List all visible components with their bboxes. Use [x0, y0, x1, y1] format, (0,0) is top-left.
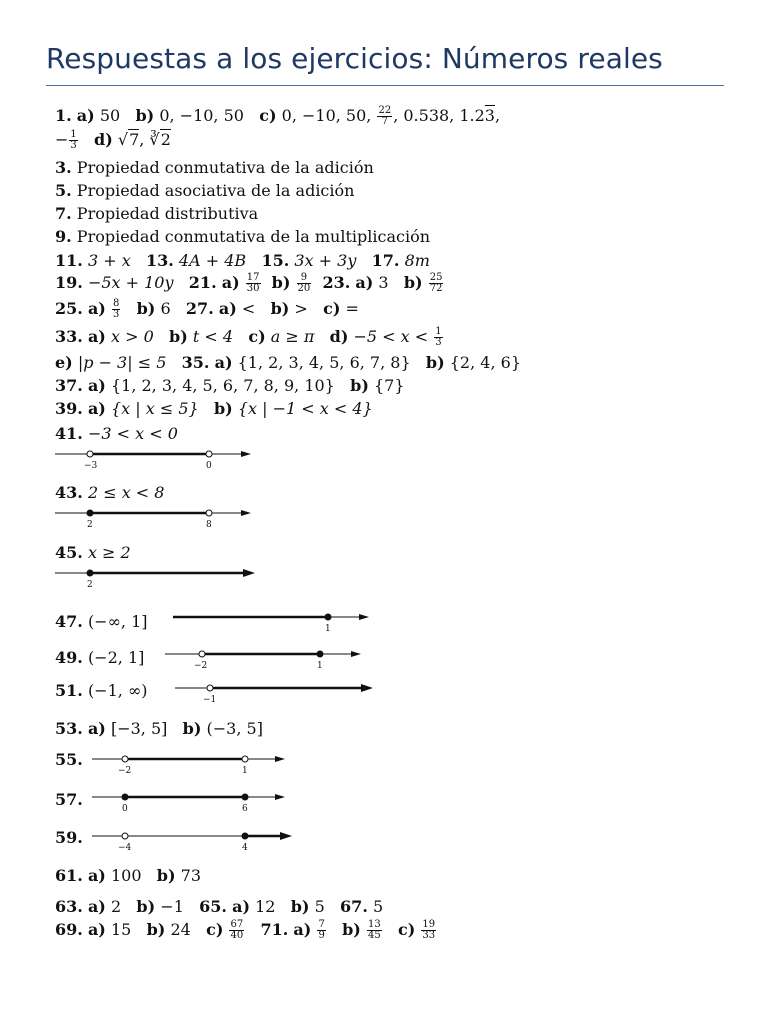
- answer-value: {1, 2, 3, 4, 5, 6, 7, 8}: [237, 353, 411, 372]
- answer-37: [55, 376, 405, 396]
- part-label: b): [156, 866, 176, 885]
- tick-label: 2: [87, 580, 93, 590]
- answer-number: 37.: [55, 376, 83, 395]
- tick-label: 1: [317, 661, 323, 671]
- answer-value: , 0.538, 1.2: [393, 106, 485, 125]
- answer-61: [55, 866, 201, 886]
- answer-value: 2: [110, 897, 122, 916]
- answer-number: 57.: [55, 790, 83, 809]
- answer-number: 23.: [322, 273, 351, 292]
- answer-text: 3 + x: [87, 251, 131, 270]
- answer-number: 27.: [185, 299, 214, 318]
- answer-41: [55, 424, 178, 444]
- answer-59: [55, 828, 83, 848]
- separator: ,: [139, 130, 145, 149]
- answer-33e-row: [55, 353, 521, 373]
- part-label: b): [169, 327, 188, 346]
- answer-value: 0, −10, 50,: [281, 106, 372, 125]
- answer-value: =: [345, 299, 359, 318]
- tick-label: 4: [242, 843, 248, 853]
- fraction: $\frac{1}{3}$: [70, 129, 77, 151]
- title-divider: [46, 85, 724, 86]
- part-label: b): [213, 399, 233, 418]
- open-endpoint: [207, 685, 213, 691]
- part-label: b): [403, 273, 423, 292]
- part-label: a): [221, 273, 240, 292]
- part-label: a): [87, 327, 106, 346]
- answer-value: a ≥ π: [270, 327, 315, 346]
- answer-number: 63.: [55, 897, 83, 916]
- sqrt-symbol: √: [117, 130, 129, 149]
- answer-number: 15.: [261, 251, 290, 270]
- part-label: a): [355, 273, 374, 292]
- answer-value: {x | x ≤ 5}: [110, 399, 199, 418]
- number-line-45: [55, 565, 260, 591]
- answer-value: 5: [372, 897, 384, 916]
- answer-text: 4A + 4B: [178, 251, 247, 270]
- closed-endpoint: [317, 651, 323, 657]
- answer-11-row: [55, 251, 430, 271]
- tick-label: 2: [87, 520, 93, 530]
- part-label: a): [232, 897, 251, 916]
- answer-number: 71.: [260, 920, 289, 939]
- fraction: $\frac{17}{30}$: [246, 272, 260, 294]
- answer-number: 3.: [55, 158, 72, 177]
- answer-number: 43.: [55, 483, 83, 502]
- part-label: b): [271, 273, 291, 292]
- closed-endpoint: [325, 614, 331, 620]
- answer-55: [55, 750, 83, 770]
- answer-5: [55, 181, 354, 201]
- separator: ,: [494, 106, 501, 125]
- part-label: b): [146, 920, 166, 939]
- part-label: b): [135, 106, 155, 125]
- part-label: b): [136, 897, 156, 916]
- answer-value: 5: [314, 897, 325, 916]
- number-line-43: [55, 505, 255, 531]
- part-label: a): [87, 920, 106, 939]
- part-label: a): [87, 719, 106, 738]
- answer-number: 35.: [181, 353, 210, 372]
- part-label: b): [136, 299, 156, 318]
- closed-endpoint: [242, 833, 248, 839]
- part-label: c): [206, 920, 224, 939]
- number-line-49: [165, 646, 365, 672]
- answer-number: 33.: [55, 327, 83, 346]
- part-label: c): [323, 299, 341, 318]
- answer-49: [55, 648, 144, 668]
- tick-label: −3: [84, 461, 98, 471]
- answer-45: [55, 543, 131, 563]
- answer-value: 24: [170, 920, 191, 939]
- number-line-51: [175, 680, 380, 706]
- answer-47: [55, 612, 148, 632]
- answer-value: x > 0: [110, 327, 154, 346]
- fraction: $\frac{67}{40}$: [230, 919, 244, 941]
- part-label: e): [55, 353, 73, 372]
- number-line-57: [92, 789, 292, 815]
- answer-value: {2, 4, 6}: [449, 353, 521, 372]
- answer-text: −3 < x < 0: [87, 424, 178, 443]
- part-label: b): [182, 719, 202, 738]
- answer-number: 7.: [55, 204, 72, 223]
- answer-number: 69.: [55, 920, 83, 939]
- answer-number: 17.: [371, 251, 400, 270]
- answer-43: [55, 483, 164, 503]
- answer-number: 39.: [55, 399, 83, 418]
- closed-endpoint: [87, 570, 93, 576]
- tick-label: 1: [242, 766, 248, 776]
- part-label: a): [293, 920, 312, 939]
- fraction: $\frac{22}{7}$: [378, 105, 392, 127]
- part-label: a): [214, 353, 233, 372]
- minus-sign: −: [55, 130, 69, 149]
- part-label: c): [397, 920, 416, 939]
- answer-number: 45.: [55, 543, 83, 562]
- answer-39: [55, 399, 373, 419]
- answer-value: t < 4: [192, 327, 234, 346]
- answer-number: 13.: [145, 251, 174, 270]
- part-label: a): [87, 299, 106, 318]
- answer-1-cont: [55, 130, 171, 151]
- answer-33-row: [55, 327, 444, 348]
- number-line-59: [92, 828, 297, 854]
- tick-label: 8: [206, 520, 212, 530]
- open-endpoint: [199, 651, 205, 657]
- answer-63-row: [55, 897, 383, 917]
- part-label: a): [87, 897, 106, 916]
- answer-69-row: [55, 920, 437, 941]
- answer-value: |p − 3| ≤ 5: [77, 353, 167, 372]
- tick-label: −4: [118, 843, 132, 853]
- page-title: Respuestas a los ejercicios: Números reales: [46, 42, 663, 75]
- answer-text: −5x + 10y: [87, 273, 174, 292]
- answer-value: −5 < x <: [353, 327, 429, 346]
- number-line-55: [92, 751, 292, 777]
- answer-number: 53.: [55, 719, 83, 738]
- closed-endpoint: [122, 794, 128, 800]
- fraction: $\frac{9}{20}$: [297, 272, 311, 294]
- answer-value: 73: [180, 866, 201, 885]
- part-label: a): [87, 376, 106, 395]
- part-label: b): [342, 920, 361, 939]
- part-label: b): [290, 897, 310, 916]
- answer-number: 65.: [199, 897, 227, 916]
- answer-value: >: [294, 299, 308, 318]
- fraction: $\frac{13}{45}$: [367, 919, 381, 941]
- fraction: $\frac{8}{3}$: [112, 298, 120, 320]
- part-label: b): [350, 376, 369, 395]
- part-label: b): [270, 299, 290, 318]
- answer-text: (−2, 1]: [87, 648, 145, 667]
- open-endpoint: [242, 756, 248, 762]
- fraction: $\frac{19}{33}$: [422, 919, 436, 941]
- answer-value: {7}: [373, 376, 405, 395]
- answer-number: 59.: [55, 828, 83, 847]
- answer-53: [55, 719, 263, 739]
- tick-label: −2: [194, 661, 208, 671]
- radicand: 7: [129, 130, 140, 149]
- answer-value: −1: [160, 897, 184, 916]
- open-endpoint: [122, 756, 128, 762]
- part-label: b): [425, 353, 445, 372]
- number-line-47: [173, 609, 373, 635]
- cbrt-symbol: ∛: [149, 130, 160, 149]
- answer-number: 47.: [55, 612, 83, 631]
- fraction: $\frac{7}{9}$: [318, 919, 325, 941]
- number-line-41: [55, 446, 255, 472]
- answer-text: 2 ≤ x < 8: [87, 483, 165, 502]
- part-label: a): [87, 399, 106, 418]
- tick-label: 6: [242, 804, 248, 814]
- tick-label: −2: [118, 766, 132, 776]
- answer-value: 50: [99, 106, 121, 125]
- answer-number: 1.: [55, 106, 72, 125]
- answer-number: 49.: [55, 648, 83, 667]
- answer-value: 6: [160, 299, 171, 318]
- answer-text: 3x + 3y: [294, 251, 357, 270]
- answer-number: 61.: [55, 866, 83, 885]
- answer-text: Propiedad distributiva: [76, 204, 259, 223]
- answer-text: 8m: [404, 251, 430, 270]
- answer-value: 100: [110, 866, 142, 885]
- answer-number: 25.: [55, 299, 83, 318]
- answer-51: [55, 681, 148, 701]
- answer-number: 51.: [55, 681, 83, 700]
- answer-number: 41.: [55, 424, 83, 443]
- answer-number: 67.: [340, 897, 368, 916]
- answer-19-row: [55, 273, 444, 294]
- answer-3: [55, 158, 374, 178]
- repeating-digit: 3: [484, 106, 495, 125]
- answer-value: 15: [110, 920, 132, 939]
- answer-value: {x | −1 < x < 4}: [237, 399, 373, 418]
- open-endpoint: [87, 451, 93, 457]
- answer-value: <: [241, 299, 256, 318]
- answer-9: [55, 227, 430, 247]
- answer-number: 55.: [55, 750, 83, 769]
- tick-label: 0: [206, 461, 212, 471]
- answer-text: Propiedad asociativa de la adición: [76, 181, 355, 200]
- tick-label: −1: [203, 695, 217, 705]
- answer-value: (−3, 5]: [206, 719, 263, 738]
- answer-value: {1, 2, 3, 4, 5, 6, 7, 8, 9, 10}: [110, 376, 335, 395]
- answer-25-row: [55, 299, 359, 320]
- answer-value: 3: [378, 273, 389, 292]
- part-label: d): [94, 130, 113, 149]
- open-endpoint: [206, 451, 212, 457]
- part-label: a): [218, 299, 237, 318]
- answer-value: 0, −10, 50: [159, 106, 244, 125]
- tick-label: 0: [122, 804, 128, 814]
- answer-number: 5.: [55, 181, 72, 200]
- radicand: 2: [160, 130, 171, 149]
- answer-text: Propiedad conmutativa de la multiplicación: [76, 227, 431, 246]
- answer-1: [55, 106, 500, 127]
- answer-text: (−1, ∞): [87, 681, 148, 700]
- answer-number: 9.: [55, 227, 72, 246]
- part-label: c): [248, 327, 266, 346]
- answer-text: (−∞, 1]: [87, 612, 148, 631]
- answer-number: 19.: [55, 273, 83, 292]
- answer-number: 11.: [55, 251, 83, 270]
- answer-value: [−3, 5]: [110, 719, 168, 738]
- closed-endpoint: [87, 510, 93, 516]
- part-label: a): [76, 106, 95, 125]
- answer-57: [55, 790, 83, 810]
- part-label: a): [87, 866, 106, 885]
- answer-text: x ≥ 2: [87, 543, 131, 562]
- fraction: $\frac{25}{72}$: [429, 272, 443, 294]
- open-endpoint: [206, 510, 212, 516]
- tick-label: 1: [325, 624, 331, 634]
- answer-number: 21.: [188, 273, 217, 292]
- part-label: d): [329, 327, 349, 346]
- part-label: c): [259, 106, 277, 125]
- answer-value: 12: [255, 897, 276, 916]
- answer-7: [55, 204, 258, 224]
- fraction: $\frac{1}{3}$: [435, 326, 442, 348]
- open-endpoint: [122, 833, 128, 839]
- closed-endpoint: [242, 794, 248, 800]
- answer-text: Propiedad conmutativa de la adición: [76, 158, 374, 177]
